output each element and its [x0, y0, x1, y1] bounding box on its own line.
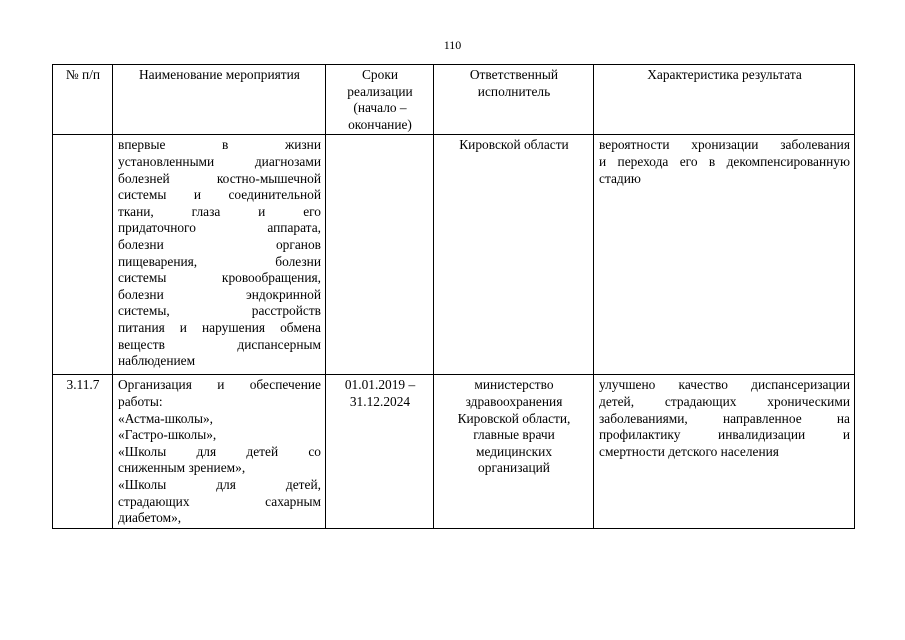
cell-result	[594, 375, 855, 528]
cell-text-line: Кировской области,	[457, 410, 571, 426]
cell-text-line: стадию	[599, 170, 641, 186]
header-dates	[326, 65, 434, 135]
cell-text-line: министерство	[474, 377, 554, 393]
cell-text-line: «Школы для детей,	[118, 476, 321, 492]
header-dates-line: (начало –	[353, 100, 407, 116]
cell-name	[113, 375, 326, 528]
table-header-row	[53, 65, 855, 135]
cell-result	[594, 135, 855, 375]
cell-text-line: организаций	[478, 460, 550, 476]
cell-executor	[434, 375, 594, 528]
cell-dates	[326, 135, 434, 375]
header-executor-line: Ответственный	[469, 67, 559, 82]
page-number: 110	[443, 38, 462, 52]
header-dates-line: окончание)	[348, 116, 412, 132]
table-row	[53, 135, 855, 375]
cell-text-line: системы, расстройств	[118, 303, 321, 319]
cell-text-line: «Гастро-школы»,	[118, 427, 217, 443]
cell-text-line: установленными диагнозами	[118, 153, 321, 169]
header-num: № п/п	[53, 65, 113, 135]
header-dates-line: реализации	[347, 83, 413, 99]
measures-table	[52, 64, 855, 529]
header-dates-line: Сроки	[362, 67, 398, 82]
cell-text-line: вероятности хронизации заболевания	[599, 137, 850, 153]
cell-text-line: заболеваниями, направленное на	[599, 410, 850, 426]
cell-dates	[326, 375, 434, 528]
cell-text-line: «Школы для детей со	[118, 443, 321, 459]
header-result: Характеристика результата	[594, 65, 855, 135]
cell-text-line: медицинских	[475, 443, 553, 459]
cell-text-line: Организация и обеспечение	[118, 377, 321, 393]
table-row	[53, 375, 855, 528]
cell-name	[113, 135, 326, 375]
cell-text-line: 31.12.2024	[349, 393, 411, 409]
cell-text-line: сниженным зрением»,	[118, 460, 246, 476]
cell-text-line: системы и соединительной	[118, 187, 321, 203]
header-name: Наименование мероприятия	[113, 65, 326, 135]
cell-text-line: страдающих сахарным	[118, 493, 321, 509]
header-executor-line: исполнитель	[477, 83, 551, 99]
cell-text-line: 01.01.2019 –	[344, 377, 416, 393]
cell-text-line: и перехода его в декомпенсированную	[599, 153, 850, 169]
cell-text-line: профилактику инвалидизации и	[599, 427, 850, 443]
cell-num	[53, 135, 113, 375]
cell-text-line: «Астма-школы»,	[118, 410, 213, 426]
cell-text-line: смертности детского населения	[599, 443, 779, 459]
cell-text-line: наблюдением	[118, 353, 196, 369]
cell-text-line: системы кровообращения,	[118, 270, 321, 286]
cell-text-line: пищеварения, болезни	[118, 253, 321, 269]
cell-text-line: впервые в жизни	[118, 137, 321, 153]
cell-text-line: улучшено качество диспансеризации	[599, 377, 850, 393]
cell-text-line: болезни эндокринной	[118, 286, 321, 302]
cell-text-line: диабетом»,	[118, 510, 182, 526]
cell-text-line: детей, страдающих хроническими	[599, 393, 850, 409]
cell-text-line: работы:	[118, 393, 163, 409]
cell-text-line: главные врачи	[473, 427, 555, 443]
cell-executor: Кировской области	[434, 135, 594, 375]
cell-text-line: питания и нарушения обмена	[118, 319, 321, 335]
cell-text-line: придаточного аппарата,	[118, 220, 321, 236]
cell-text-line: веществ диспансерным	[118, 336, 321, 352]
cell-text-line: болезни органов	[118, 236, 321, 252]
cell-text-line: ткани, глаза и его	[118, 203, 321, 219]
cell-text-line: болезней костно-мышечной	[118, 170, 321, 186]
cell-text-line: здравоохранения	[465, 393, 563, 409]
cell-num: 3.11.7	[53, 375, 113, 528]
header-executor	[434, 65, 594, 135]
